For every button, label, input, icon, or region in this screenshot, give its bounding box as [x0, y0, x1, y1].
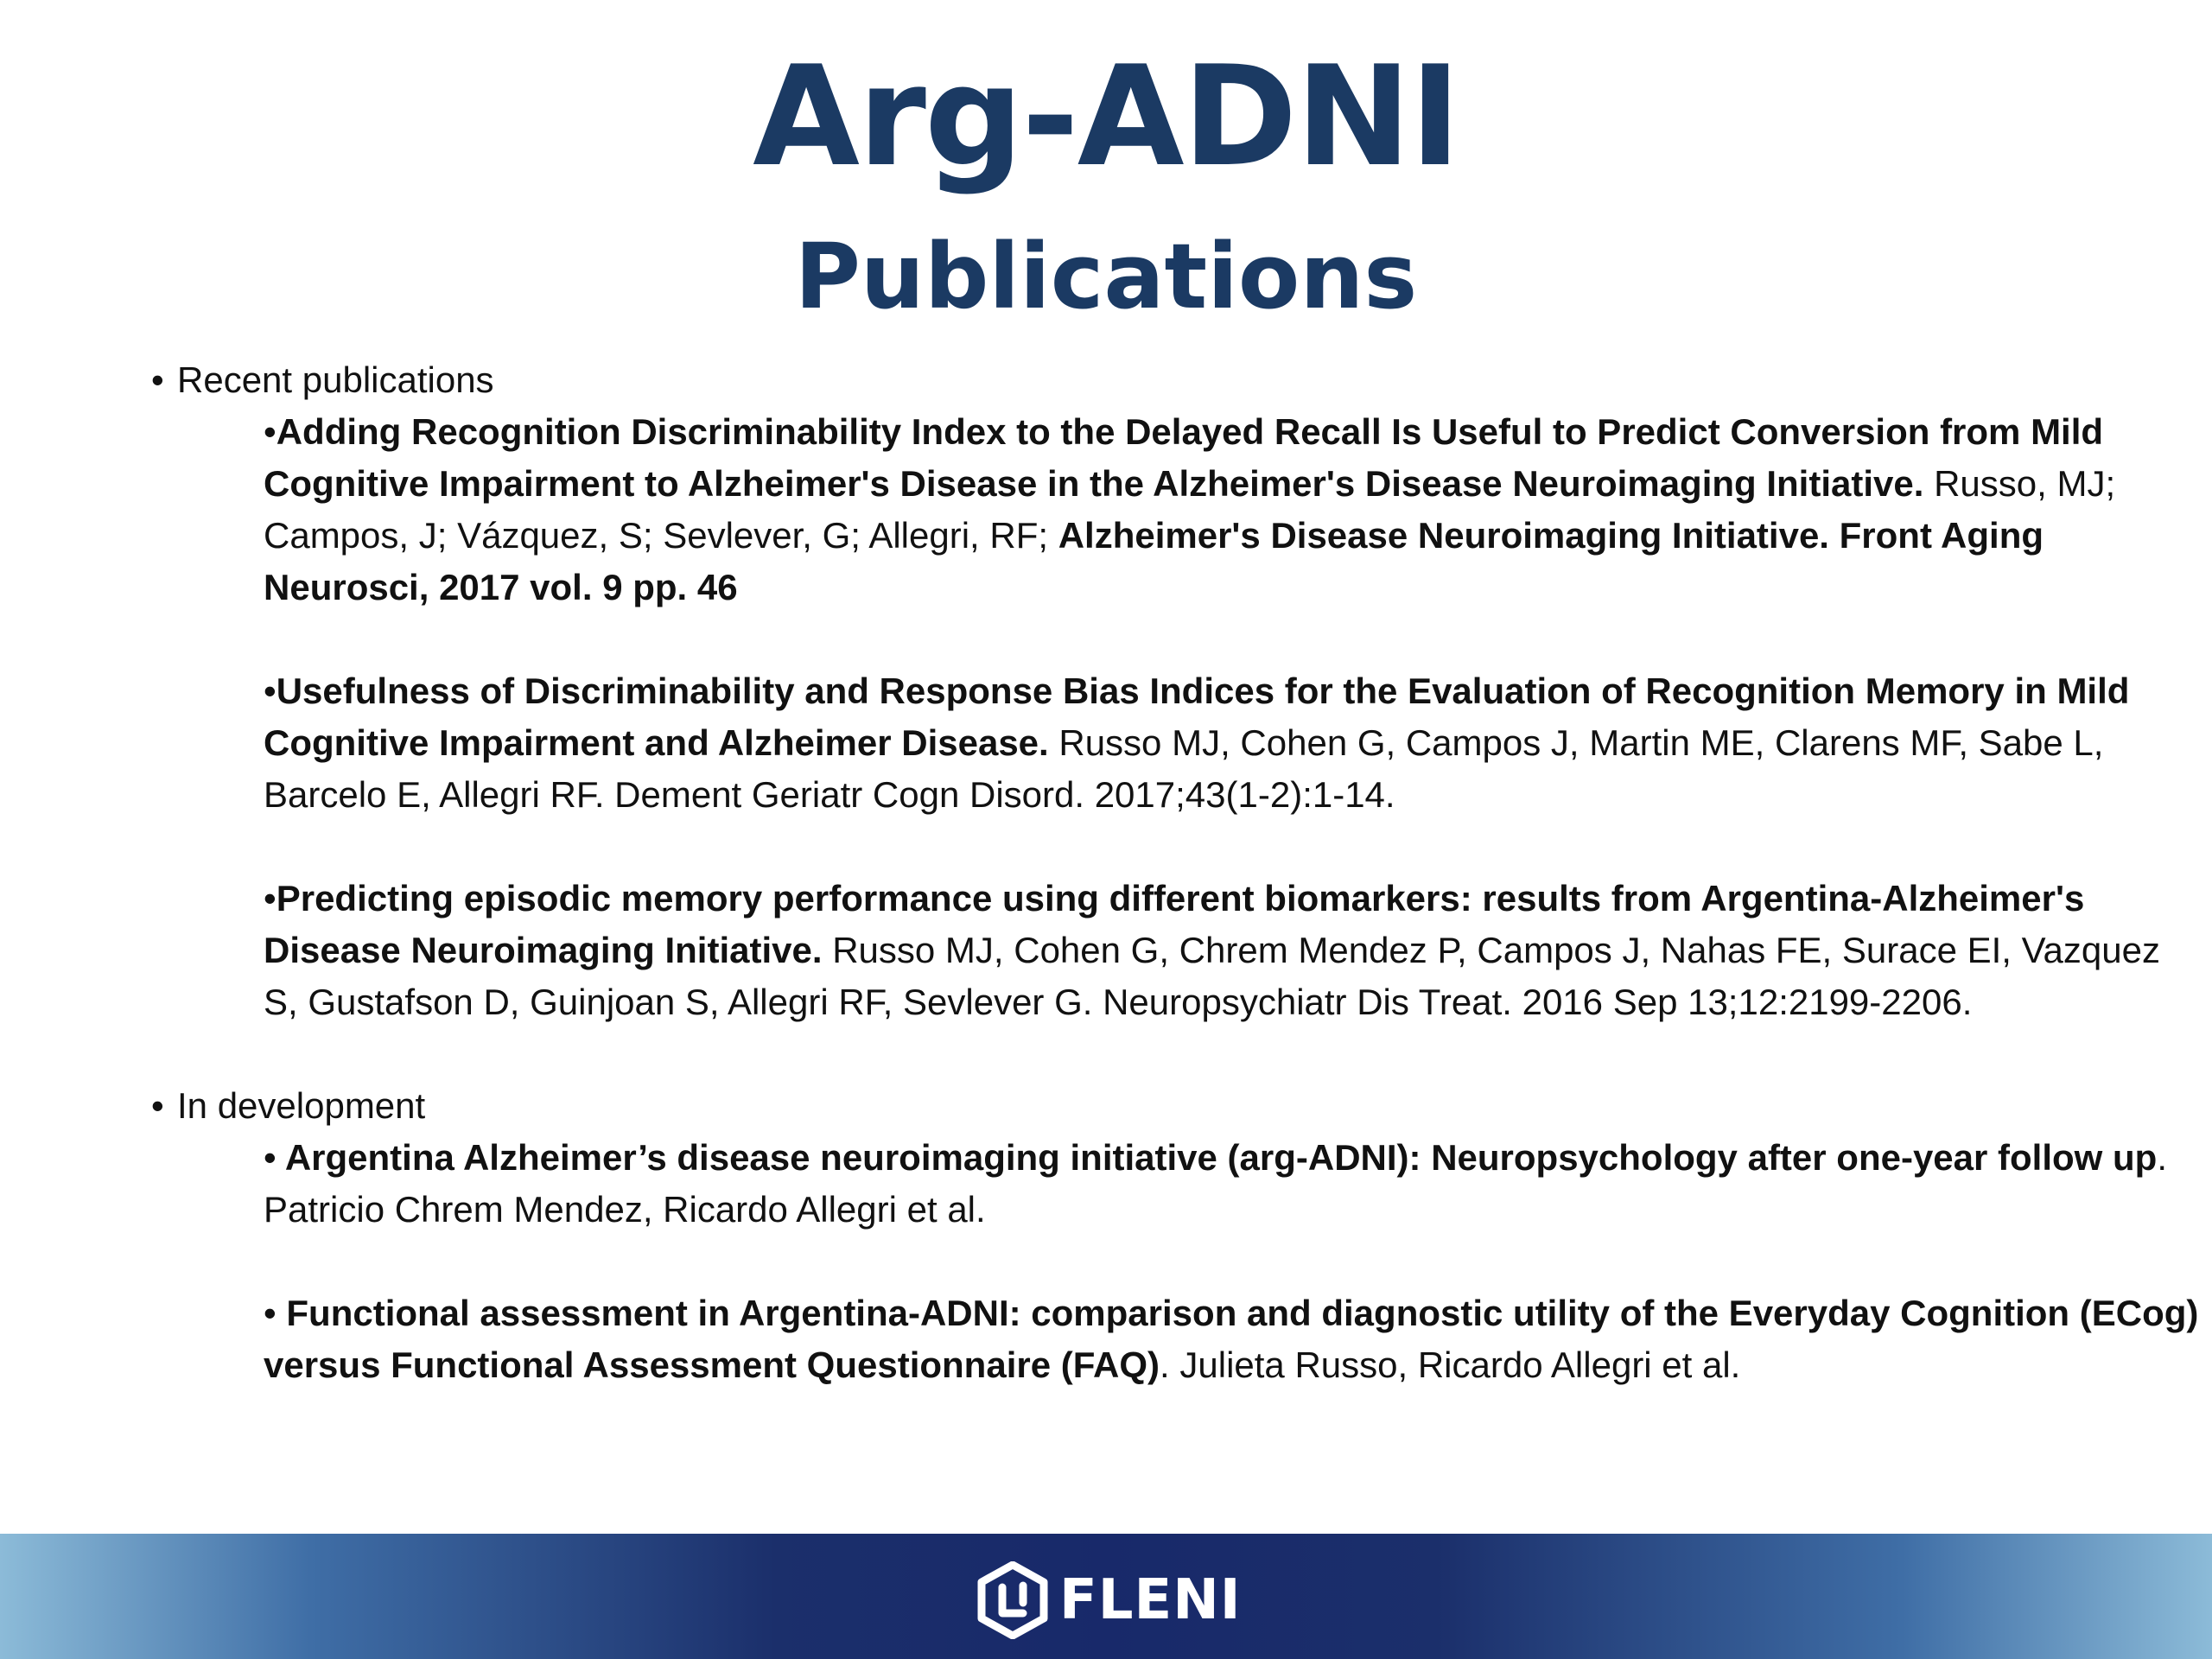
- publication-item: • Functional assessment in Argentina-ADNI: comparison and diagnostic utility of the Everyday Cognition (ECog) versus Functional Assessment Questionnaire (FAQ). Julieta Russo, Ricardo Allegri et al.: [264, 1293, 2199, 1385]
- fleni-logo-text: FLENI: [1059, 1568, 1242, 1632]
- section-heading: • Recent publications: [151, 354, 2087, 406]
- section-heading: • In development: [151, 1080, 2087, 1132]
- publication-item: •Adding Recognition Discriminability Index to the Delayed Recall Is Useful to Predict Conversion from Mild Cognitive Impairment to Alzheimer's Disease in the Alzheimer's Disease Neuroimaging Initiative. Russo, MJ; Campos, J; Vázquez, S; Sevlever, G; Allegri, RF; Alzheimer's Disease Neuroimaging Initiative. Front Aging Neurosci, 2017 vol. 9 pp. 46: [264, 411, 2116, 607]
- publication-item: • Argentina Alzheimer’s disease neuroimaging initiative (arg-ADNI): Neuropsychology after one-year follow up. Patricio Chrem Mendez, Ricardo Allegri et al.: [264, 1137, 2167, 1230]
- publication-item: •Predicting episodic memory performance using different biomarkers: results from Argentina-Alzheimer's Disease Neuroimaging Initiative. Russo MJ, Cohen G, Chrem Mendez P, Campos J, Nahas FE, Surace EI, Vazquez S, Gustafson D, Guinjoan S, Allegri RF, Sevlever G. Neuropsychiatr Dis Treat. 2016 Sep 13;12:2199-2206.: [264, 878, 2160, 1022]
- publication-item: •Usefulness of Discriminability and Response Bias Indices for the Evaluation of Recognition Memory in Mild Cognitive Impairment and Alzheimer Disease. Russo MJ, Cohen G, Campos J, Martin ME, Clarens MF, Sabe L, Barcelo E, Allegri RF. Dement Geriatr Cogn Disord. 2017;43(1-2):1-14.: [264, 671, 2130, 815]
- section-in-development: [151, 1080, 2199, 1391]
- fleni-hexagon-icon: [976, 1561, 1049, 1639]
- section-recent-publications: [151, 354, 2160, 1028]
- footer-bar: [0, 1534, 2212, 1659]
- bullet-icon: •: [151, 359, 164, 400]
- slide-subtitle: Publications: [794, 224, 1418, 329]
- publications-content: [151, 354, 2199, 1443]
- fleni-logo: [976, 1561, 1242, 1639]
- slide-title: Arg-ADNI: [753, 35, 1459, 197]
- bullet-icon: •: [151, 1085, 164, 1126]
